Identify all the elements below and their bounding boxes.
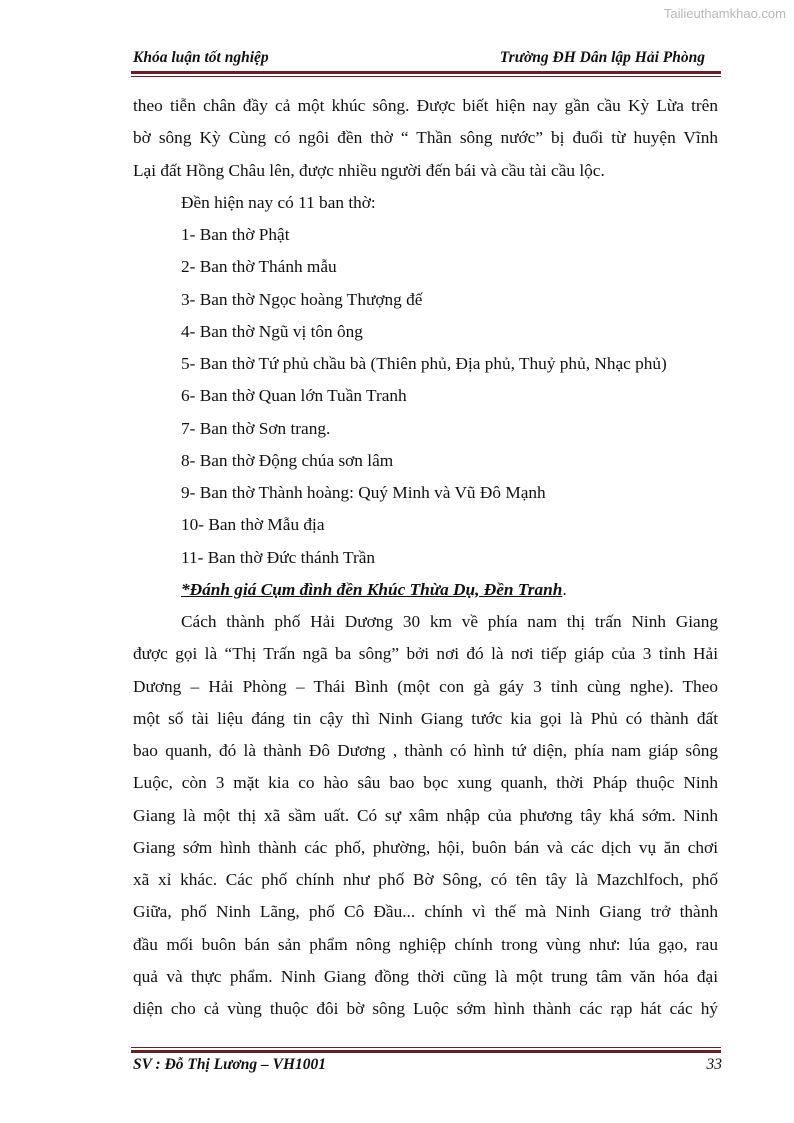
altar-item: 3- Ban thờ Ngọc hoàng Thượng đế bbox=[181, 289, 423, 309]
page-header bbox=[133, 49, 705, 69]
paragraph-line: Giang sớm hình thành các phố, phường, hội, buôn bán và các dịch vụ ăn chơi bbox=[133, 837, 718, 857]
paragraph-line: xã xỉ khác. Các phố chính như phố Bờ Sông, có tên tây là Mazchlfoch, phố bbox=[133, 870, 718, 889]
paragraph-line: Luộc, còn 3 mặt kia co hào sâu bao bọc xung quanh, thời Pháp thuộc Ninh bbox=[133, 773, 718, 793]
text-line: bờ sông Kỳ Cùng có ngôi đền thờ “ Thần sông nước” bị đuổi từ huyện Vĩnh bbox=[133, 128, 718, 148]
altar-item: 9- Ban thờ Thành hoàng: Quý Minh và Vũ Đô Mạnh bbox=[181, 483, 546, 502]
header-rule-thick bbox=[131, 71, 721, 74]
text-line: Lại đất Hồng Châu lên, được nhiều người đến bái và cầu tài cầu lộc. bbox=[133, 160, 605, 180]
paragraph-line: quả và thực phẩm. Ninh Giang đồng thời cũng là một trung tâm văn hóa đại bbox=[133, 966, 718, 986]
altar-item: 7- Ban thờ Sơn trang. bbox=[181, 418, 331, 438]
paragraph-line: đầu mối buôn bán sản phẩm nông nghiệp chính trong vùng như: lúa gạo, rau bbox=[133, 934, 718, 954]
paragraph-line: một số tài liệu đáng tin cậy thì Ninh Giang tước kia gọi là Phủ có thành đất bbox=[133, 708, 718, 728]
altar-item: 6- Ban thờ Quan lớn Tuần Tranh bbox=[181, 386, 407, 406]
altar-item: 1- Ban thờ Phật bbox=[181, 225, 290, 244]
header-university: Trường ĐH Dân lập Hải Phòng bbox=[499, 49, 705, 66]
page-body bbox=[133, 90, 718, 1025]
paragraph-line: Giang là một thị xã sầm uất. Có sự xâm nhập của phương tây khá sớm. Ninh bbox=[133, 805, 718, 825]
header-rule-thin bbox=[131, 76, 721, 77]
paragraph-line: Giữa, phố Ninh Lãng, phố Cô Đầu... chính vì thế mà Ninh Giang trở thành bbox=[133, 902, 718, 922]
paragraph-line: bao quanh, đó là thành Đô Dương , thành có hình tứ diện, phía nam giáp sông bbox=[133, 741, 718, 760]
footer-author: SV : Đỗ Thị Lương – VH1001 bbox=[133, 1056, 327, 1073]
altar-intro: Đền hiện nay có 11 ban thờ: bbox=[181, 192, 376, 212]
text-line: theo tiễn chân đầy cả một khúc sông. Được biết hiện nay gần cầu Kỳ Lừa trên bbox=[133, 96, 718, 115]
watermark: Tailieuthamkhao.com bbox=[663, 6, 786, 21]
footer-rule-thick bbox=[131, 1050, 721, 1053]
paragraph-line: Cách thành phố Hải Dương 30 km về phía nam thị trấn Ninh Giang bbox=[181, 612, 718, 631]
page-footer bbox=[133, 1056, 722, 1074]
altar-item: 2- Ban thờ Thánh mẫu bbox=[181, 257, 337, 277]
page-number: 33 bbox=[706, 1056, 722, 1073]
altar-item: 5- Ban thờ Tứ phủ chầu bà (Thiên phủ, Địa phủ, Thuỷ phủ, Nhạc phủ) bbox=[181, 354, 667, 373]
paragraph-line: diện cho cả vùng thuộc đôi bờ sông Luộc sớm hình thành các rạp hát các hý bbox=[133, 999, 718, 1018]
paragraph-line: Dương – Hải Phòng – Thái Bình (một con gà gáy 3 tỉnh cùng nghe). Theo bbox=[133, 676, 718, 696]
subheading-period: . bbox=[562, 579, 567, 599]
section-subheading bbox=[133, 574, 718, 606]
footer-rule-thin bbox=[131, 1047, 721, 1048]
header-thesis-label: Khóa luận tốt nghiệp bbox=[133, 49, 269, 66]
altar-item: 8- Ban thờ Động chúa sơn lâm bbox=[181, 450, 394, 470]
paragraph-line: được gọi là “Thị Trấn ngã ba sông” bởi nơi đó là nơi tiếp giáp của 3 tỉnh Hải bbox=[133, 644, 718, 664]
altar-item: 11- Ban thờ Đức thánh Trần bbox=[181, 547, 376, 567]
altar-item: 10- Ban thờ Mẫu địa bbox=[181, 515, 325, 535]
altar-item: 4- Ban thờ Ngũ vị tôn ông bbox=[181, 321, 363, 341]
subheading-text: *Đánh giá Cụm đình đền Khúc Thừa Dụ, Đền Tranh bbox=[181, 579, 563, 599]
